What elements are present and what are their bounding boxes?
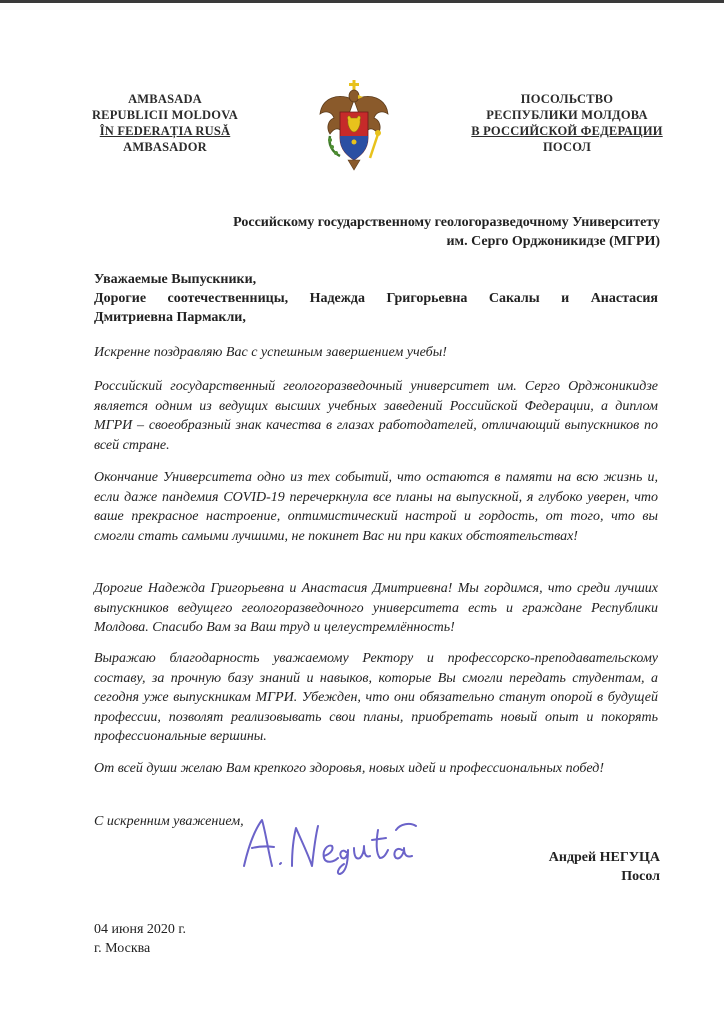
addressee-line-1: Российскому государственному геологоразведочному Университету [233, 215, 660, 230]
handwritten-signature [226, 800, 446, 880]
country-label-ro: REPUBLICII MOLDOVA [91, 108, 239, 122]
addressee-line-2: им. Серго Орджоникидзе (МГРИ) [446, 234, 660, 249]
moldova-coat-of-arms-icon [316, 78, 392, 172]
closing-phrase: С искренним уважением, [94, 814, 244, 829]
position-label-ru: ПОСОЛ [542, 140, 592, 154]
embassy-label-ru: ПОСОЛЬСТВО [520, 92, 614, 106]
signer-title: Посол [621, 869, 660, 884]
top-border-line [0, 0, 724, 3]
letterhead-romanian [70, 91, 260, 155]
location-label-ru: В РОССИЙСКОЙ ФЕДЕРАЦИИ [471, 124, 663, 138]
body-paragraph-4: Дорогие Надежда Григорьевна и Анастасия Дмитриевна! Мы гордимся, что среди лучших выпускников ведущего геологоразведочного университета есть и граждане Республики Молдова. Спасибо Вам за Ваш труд и целеустремлённость! [94, 581, 658, 635]
body-paragraph-5: Выражаю благодарность уважаемому Ректору и профессорско-преподавательскому составу, за прочную базу знаний и навыков, которые Вы смогли передать студентам, а сегодня уже выпускникам МГРИ. Убежден, что они обязательно станут опорой в будущей профессии, позволят реализовывать свои планы, приобретать новый опыт и покорять профессиональные вершины. [94, 651, 658, 744]
addressee-block [100, 213, 660, 251]
letter-place: г. Москва [94, 941, 151, 956]
letter-date: 04 июня 2020 г. [94, 922, 187, 937]
salutation-line-1: Уважаемые Выпускники, [94, 272, 257, 287]
country-label-ru: РЕСПУБЛИКИ МОЛДОВА [486, 108, 648, 122]
salutation-line-2: Дорогие соотечественницы, Надежда Григорьевна Сакалы и Анастасия [94, 291, 658, 306]
embassy-label-ro: AMBASADA [128, 92, 202, 106]
signer-name: Андрей НЕГУЦА [548, 850, 660, 865]
salutation-block [94, 270, 658, 327]
body-paragraph-3: Окончание Университета одно из тех событий, что остаются в памяти на всю жизнь и, если даже пандемия COVID-19 перечеркнула все планы на выпускной, я глубоко уверен, что ваше прекрасное настроение, оптимистический настрой и гордость, от того, что вы смогли стать самыми лучшими, не покинет Вас ни при каких обстоятельствах! [94, 470, 658, 544]
body-paragraph-2: Российский государственный геологоразведочный университет им. Серго Орджоникидзе является одним из ведущих высших учебных заведений Российской Федерации, а диплом МГРИ – своеобразный знак качества в глазах работодателей, отличающий выпускников по всей стране. [94, 379, 658, 453]
body-paragraph-6: От всей души желаю Вам крепкого здоровья, новых идей и профессиональных побед! [94, 761, 605, 776]
location-label-ro: ÎN FEDERAȚIA RUSĂ [99, 124, 231, 138]
body-paragraph-1: Искренне поздравляю Вас с успешным завершением учебы! [94, 345, 447, 360]
salutation-line-3: Дмитриевна Пармакли, [94, 310, 246, 325]
position-label-ro: AMBASADOR [123, 140, 207, 154]
date-place-block [94, 920, 186, 958]
letterhead-russian [456, 91, 678, 155]
signer-block [549, 848, 660, 886]
